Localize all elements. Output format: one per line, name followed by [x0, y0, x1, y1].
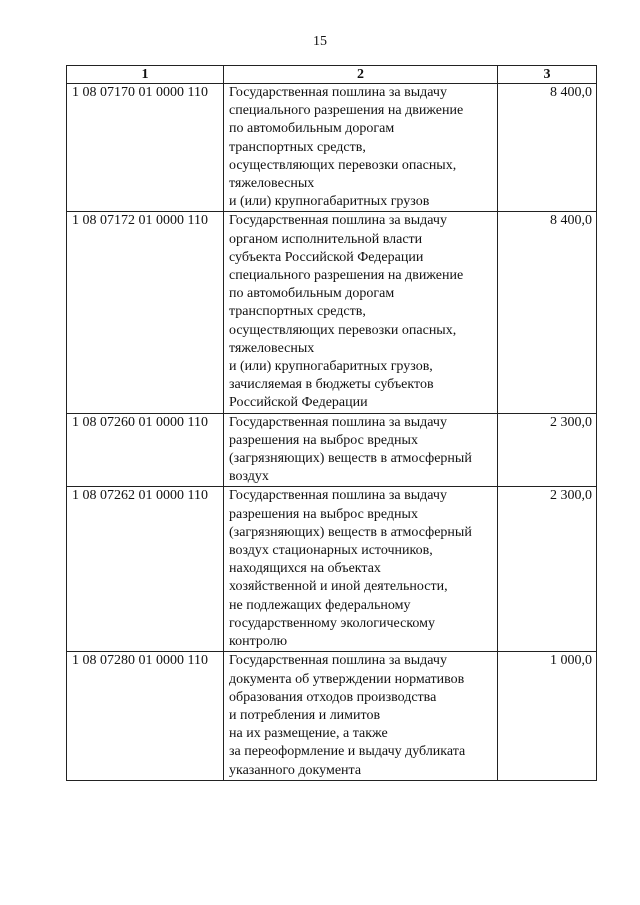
- row-amount-cell: 8 400,0: [498, 212, 597, 413]
- description-line: и (или) крупногабаритных грузов: [229, 194, 430, 210]
- row-amount-cell: 2 300,0: [498, 487, 597, 652]
- description-line: осуществляющих перевозки опасных,: [229, 322, 457, 338]
- description-line: Российской Федерации: [229, 395, 368, 411]
- description-line: образования отходов производства: [229, 689, 437, 705]
- description-line: транспортных средств,: [229, 139, 366, 155]
- row-description-cell: [224, 487, 498, 652]
- description-line: Государственная пошлина за выдачу: [229, 85, 447, 100]
- table-row: [67, 84, 597, 212]
- description-line: по автомобильным дорогам: [229, 286, 395, 302]
- row-description-cell: [224, 212, 498, 413]
- description-line: и (или) крупногабаритных грузов,: [229, 359, 433, 375]
- table-row: [67, 413, 597, 487]
- row-amount-cell: 1 000,0: [498, 652, 597, 780]
- description-line: тяжеловесных: [229, 176, 315, 192]
- description-line: специального разрешения на движение: [229, 103, 464, 119]
- description-line: находящихся на объектах: [229, 561, 381, 577]
- row-amount-cell: 2 300,0: [498, 413, 597, 487]
- description-line: за переоформление и выдачу дубликата: [229, 744, 466, 760]
- description-line: разрешения на выброс вредных: [229, 506, 418, 522]
- description-line: контролю: [229, 634, 288, 650]
- row-code-cell: 1 08 07262 01 0000 110: [67, 487, 224, 652]
- table-row: [67, 212, 597, 413]
- description-line: хозяйственной и иной деятельности,: [229, 579, 448, 595]
- description-line: органом исполнительной власти: [229, 231, 423, 247]
- row-description-cell: [224, 652, 498, 780]
- description-line: осуществляющих перевозки опасных,: [229, 157, 457, 173]
- description-line: разрешения на выброс вредных: [229, 432, 418, 448]
- description-line: на их размещение, а также: [229, 726, 388, 742]
- table-row: [67, 652, 597, 780]
- row-description-cell: [224, 84, 498, 212]
- description-line: субъекта Российской Федерации: [229, 249, 424, 265]
- description-line: по автомобильным дорогам: [229, 121, 395, 137]
- description-line: государственному экологическому: [229, 615, 436, 631]
- description-line: Государственная пошлина за выдачу: [229, 488, 447, 504]
- fee-table: [66, 65, 597, 781]
- column-header-code: 1: [67, 66, 224, 84]
- page-number: 15: [313, 34, 327, 49]
- description-line: специального разрешения на движение: [229, 268, 464, 284]
- column-header-description: 2: [224, 66, 498, 84]
- description-line: и потребления и лимитов: [229, 707, 381, 723]
- table-body: [67, 84, 597, 781]
- row-code-cell: 1 08 07280 01 0000 110: [67, 652, 224, 780]
- row-code-cell: 1 08 07170 01 0000 110: [67, 84, 224, 212]
- description-line: Государственная пошлина за выдачу: [229, 653, 447, 669]
- row-amount-cell: 8 400,0: [498, 84, 597, 212]
- description-line: транспортных средств,: [229, 304, 366, 320]
- row-description-cell: [224, 413, 498, 487]
- description-line: указанного документа: [229, 762, 362, 778]
- table-row: [67, 487, 597, 652]
- description-line: документа об утверждении нормативов: [229, 671, 465, 687]
- table-header-row: [67, 66, 597, 84]
- description-line: Государственная пошлина за выдачу: [229, 213, 447, 229]
- description-line: (загрязняющих) веществ в атмосферный: [229, 524, 472, 540]
- row-code-cell: 1 08 07172 01 0000 110: [67, 212, 224, 413]
- description-line: не подлежащих федеральному: [229, 597, 411, 613]
- row-code-cell: 1 08 07260 01 0000 110: [67, 413, 224, 487]
- description-line: воздух стационарных источников,: [229, 543, 433, 559]
- column-header-amount: 3: [498, 66, 597, 84]
- description-line: (загрязняющих) веществ в атмосферный: [229, 451, 472, 467]
- description-line: воздух: [229, 469, 269, 485]
- description-line: Государственная пошлина за выдачу: [229, 414, 447, 430]
- description-line: зачисляемая в бюджеты субъектов: [229, 377, 434, 393]
- description-line: тяжеловесных: [229, 340, 315, 356]
